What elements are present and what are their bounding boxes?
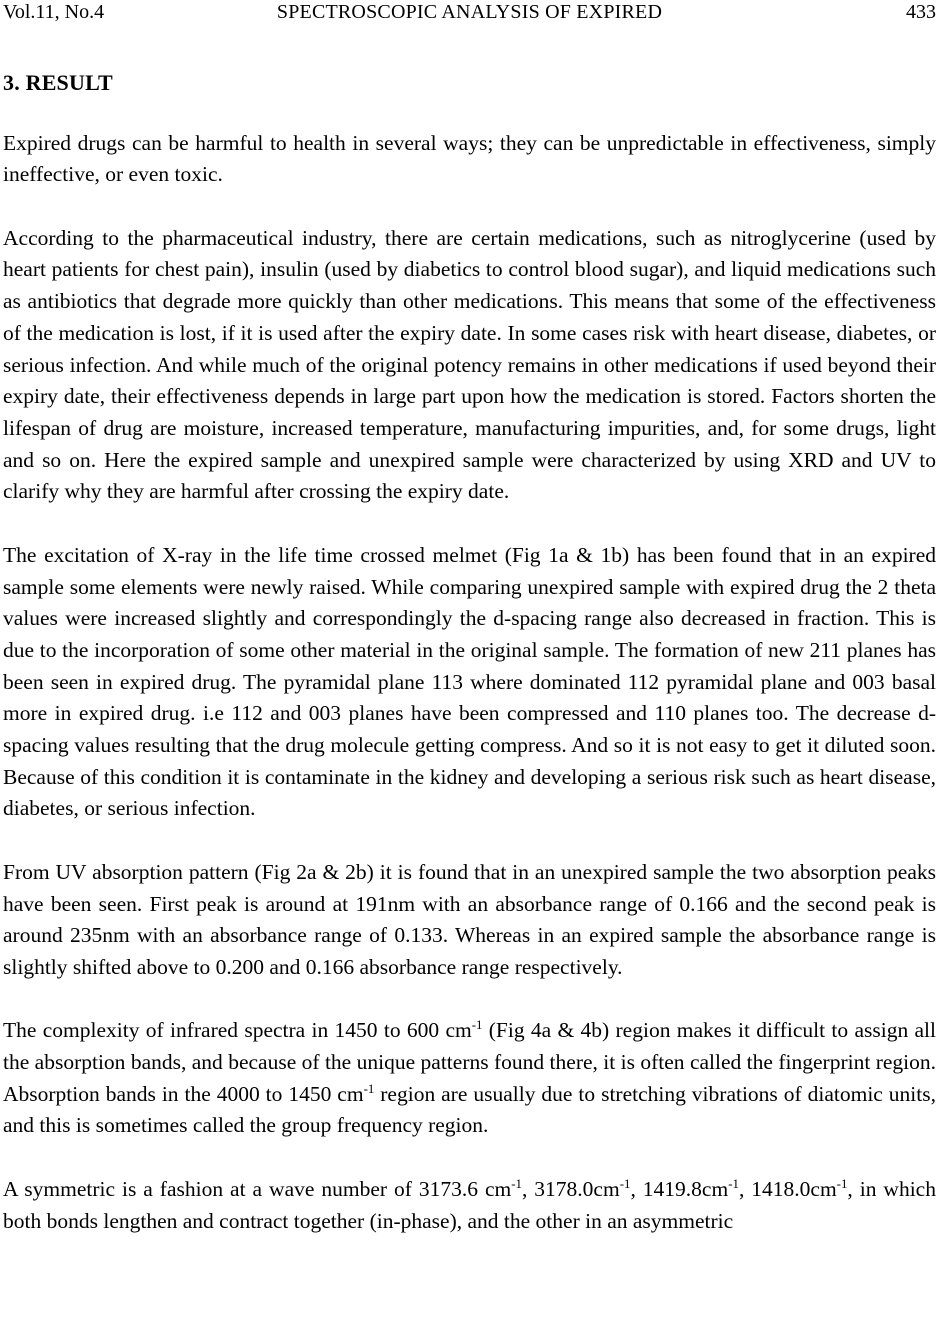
superscript-exponent: -1: [619, 1176, 631, 1191]
header-article-title: SPECTROSCOPIC ANALYSIS OF EXPIRED: [276, 1, 663, 23]
header-page-number: 433: [906, 1, 936, 23]
superscript-exponent: -1: [471, 1018, 483, 1033]
superscript-exponent: -1: [728, 1176, 739, 1191]
running-header: [3, 2, 936, 22]
paragraph: From UV absorption pattern (Fig 2a & 2b) it is found that in an unexpired sample the two absorption peaks have been seen. First peak is around at 191nm with an absorbance range of 0.166 and the second peak is around 235nm with an absorbance range of 0.133. Whereas in an expired sample the absorbance range is slightly shifted above to 0.200 and 0.166 absorbance range respectively.: [3, 859, 936, 979]
body-text: [3, 128, 936, 1238]
paragraph: The complexity of infrared spectra in 1450 to 600 $cm^{-1}$ (Fig 4a & 4b) region makes it difficult to assign all the absorption bands, and because of the unique patterns found there, it is often called the fingerprint region. Absorption bands in the 4000 to 1450 $cm^{-1}$ region are usually due to stretching vibrations of diatomic units, and this is sometimes called the group frequency region.: [3, 1018, 936, 1138]
section-heading: 3. RESULT: [3, 70, 113, 95]
superscript-exponent: -1: [511, 1176, 522, 1191]
header-volume-issue: Vol.11, No.4: [3, 1, 105, 23]
paragraph: A symmetric is a fashion at a wave number of 3173.6 $cm^{-1}$, $3178.0cm^{-1}$, $1419.8cm^{-1}$, $1418.0cm^{-1}$, in which both bonds lengthen and contract together (in-phase), and the other in an asymmetric: [3, 1176, 936, 1233]
paragraph: The excitation of X-ray in the life time crossed melmet (Fig 1a & 1b) has been found that in an expired sample some elements were newly raised. While comparing unexpired sample with expired drug the 2 theta values were increased slightly and correspondingly the d-spacing range also decreased in fraction. This is due to the incorporation of some other material in the original sample. The formation of new 211 planes has been seen in expired drug. The pyramidal plane 113 where dominated 112 pyramidal plane and 003 basal more in expired drug. i.e 112 and 003 planes have been compressed and 110 planes too. The decrease d-spacing values resulting that the drug molecule getting compress. And so it is not easy to get it diluted soon. Because of this condition it is contaminate in the kidney and developing a serious risk such as heart disease, diabetes, or serious infection.: [3, 542, 936, 821]
paragraph: According to the pharmaceutical industry, there are certain medications, such as nitroglycerine (used by heart patients for chest pain), insulin (used by diabetics to control blood sugar), and liquid medications such as antibiotics that degrade more quickly than other medications. This means that some of the effectiveness of the medication is lost, if it is used after the expiry date. In some cases risk with heart disease, diabetes, or serious infection. And while much of the original potency remains in other medications if used beyond their expiry date, their effectiveness depends in large part upon how the medication is stored. Factors shorten the lifespan of drug are moisture, increased temperature, manufacturing impurities, and, for some drugs, light and so on. Here the expired sample and unexpired sample were characterized by using XRD and UV to clarify why they are harmful after crossing the expiry date.: [3, 225, 936, 504]
superscript-exponent: -1: [836, 1176, 848, 1191]
paragraph: Expired drugs can be harmful to health in several ways; they can be unpredictable in effectiveness, simply ineffective, or even toxic.: [3, 130, 936, 187]
superscript-exponent: -1: [363, 1081, 375, 1096]
